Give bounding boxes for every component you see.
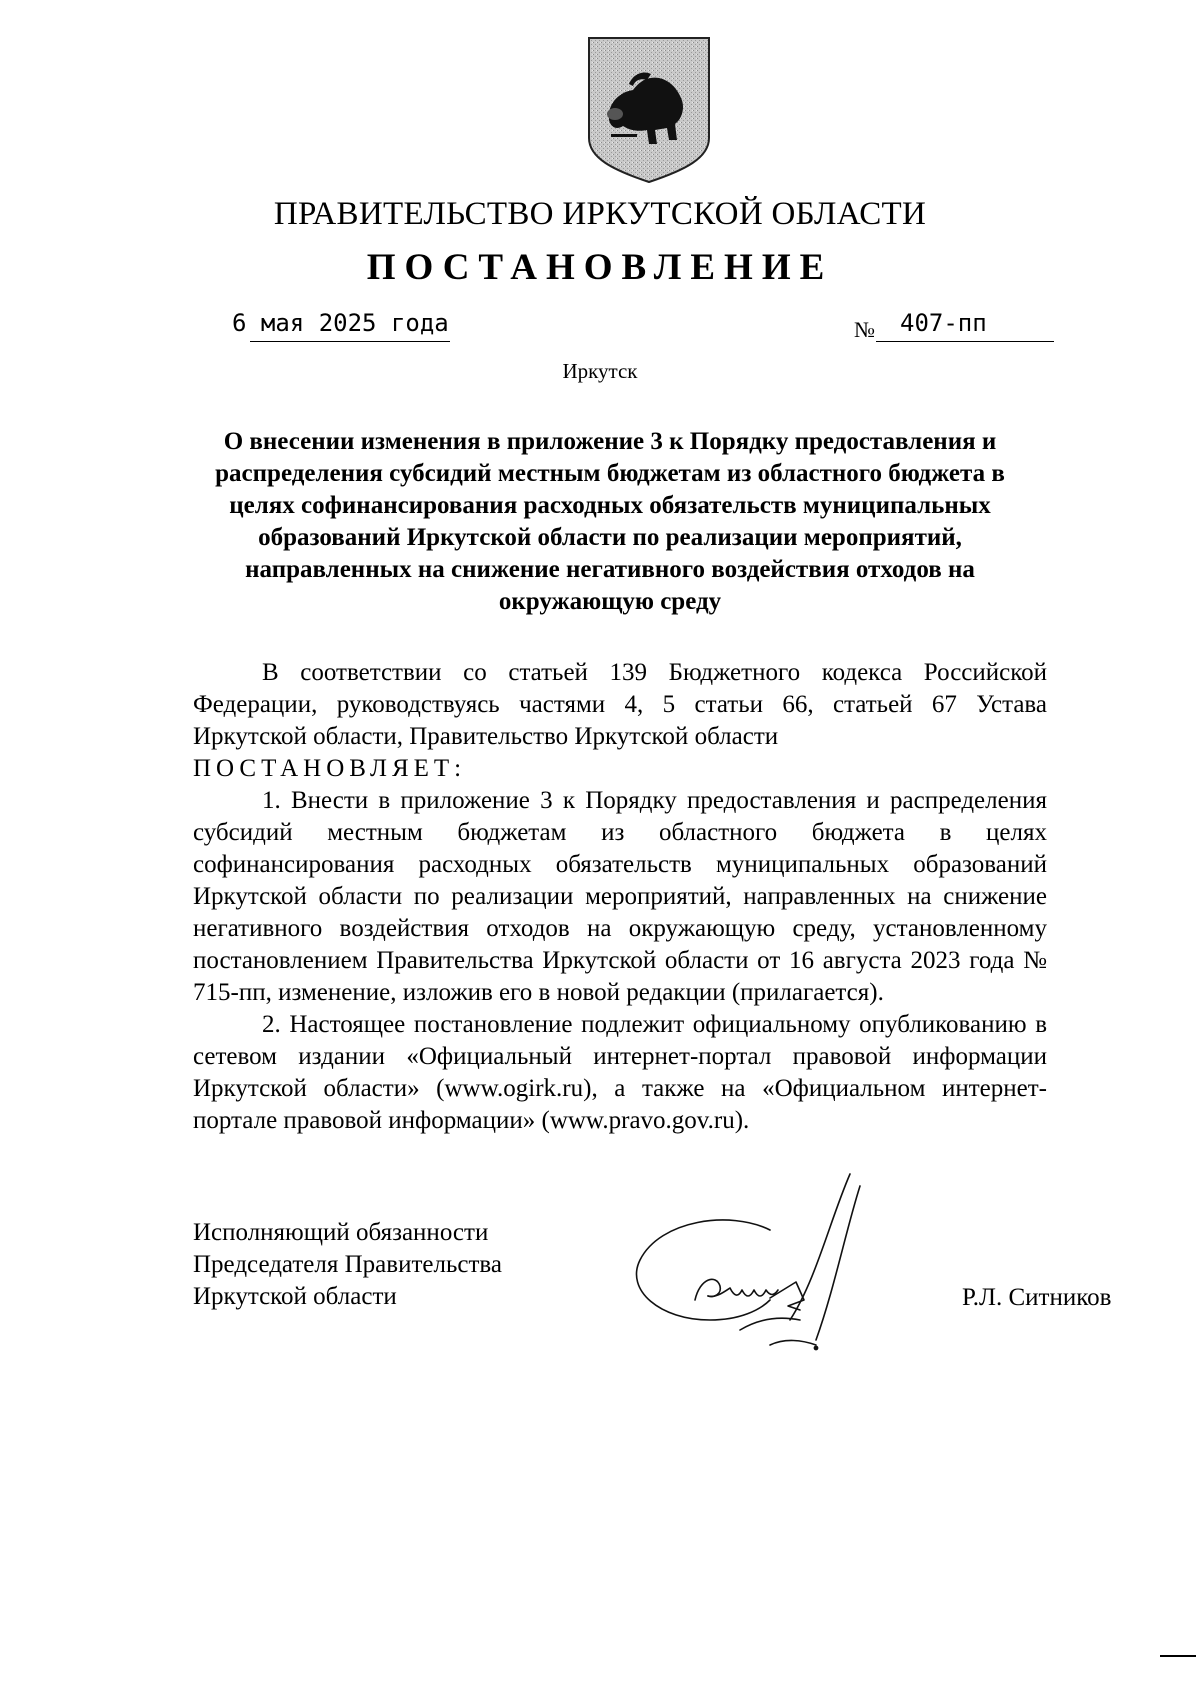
preamble-paragraph: В соответствии со статьей 139 Бюджетного кодекса Российской Федерации, руководствуясь частями 4, 5 статьи 66, статьей 67 Устава Иркутской области, Правительство Иркутской области <box>193 659 1047 750</box>
city-name: Иркутск <box>562 359 638 383</box>
date-underline <box>250 341 450 342</box>
item-2-paragraph: 2. Настоящее постановление подлежит официальному опубликованию в сетевом издании «Официальный интернет-портал правовой информации Иркутской области» (www.ogirk.ru), а также на «Официальном интернет-портале правовой информации» (www.pravo.gov.ru). <box>193 1011 1047 1134</box>
number-sign: № <box>854 317 875 342</box>
document-number: 407-пп <box>900 309 987 337</box>
document-body <box>193 657 1047 1137</box>
handwritten-signature <box>620 1170 920 1360</box>
signer-position <box>193 1217 502 1313</box>
item-1-paragraph: 1. Внести в приложение 3 к Порядку предоставления и распределения субсидий местным бюджетам из областного бюджета в целях софинансирования расходных обязательств муниципальных образований Иркутской области по реализации мероприятий, направленных на снижение негативного воздействия отходов на окружающую среду, установленному постановлением Правительства Иркутской области от 16 августа 2023 года № 715-пп, изменение, изложив его в новой редакции (прилагается). <box>193 787 1047 1006</box>
coat-of-arms-icon <box>585 34 713 186</box>
document-type-title: ПОСТАНОВЛЕНИЕ <box>366 247 834 288</box>
page-edge-mark <box>1160 1655 1196 1657</box>
document-subject: О внесении изменения в приложение 3 к Порядку предоставления и распределения субсидий местным бюджетам из областного бюджета в целях софинансирования расходных обязательств муниципальных образований Иркутской области по реализации мероприятий, направленных на снижение негативного воздействия отходов на окружающую среду <box>215 428 1005 615</box>
signer-position-line: Председателя Правительства <box>193 1251 502 1278</box>
signer-name: Р.Л. Ситников <box>962 1284 1112 1311</box>
document-date: 6 мая 2025 года <box>232 309 449 337</box>
signer-position-line: Исполняющий обязанности <box>193 1219 489 1246</box>
organization-title: ПРАВИТЕЛЬСТВО ИРКУТСКОЙ ОБЛАСТИ <box>273 196 927 232</box>
number-underline <box>876 341 1054 342</box>
resolves-word: ПОСТАНОВЛЯЕТ: <box>193 755 467 782</box>
signer-position-line: Иркутской области <box>193 1283 397 1310</box>
